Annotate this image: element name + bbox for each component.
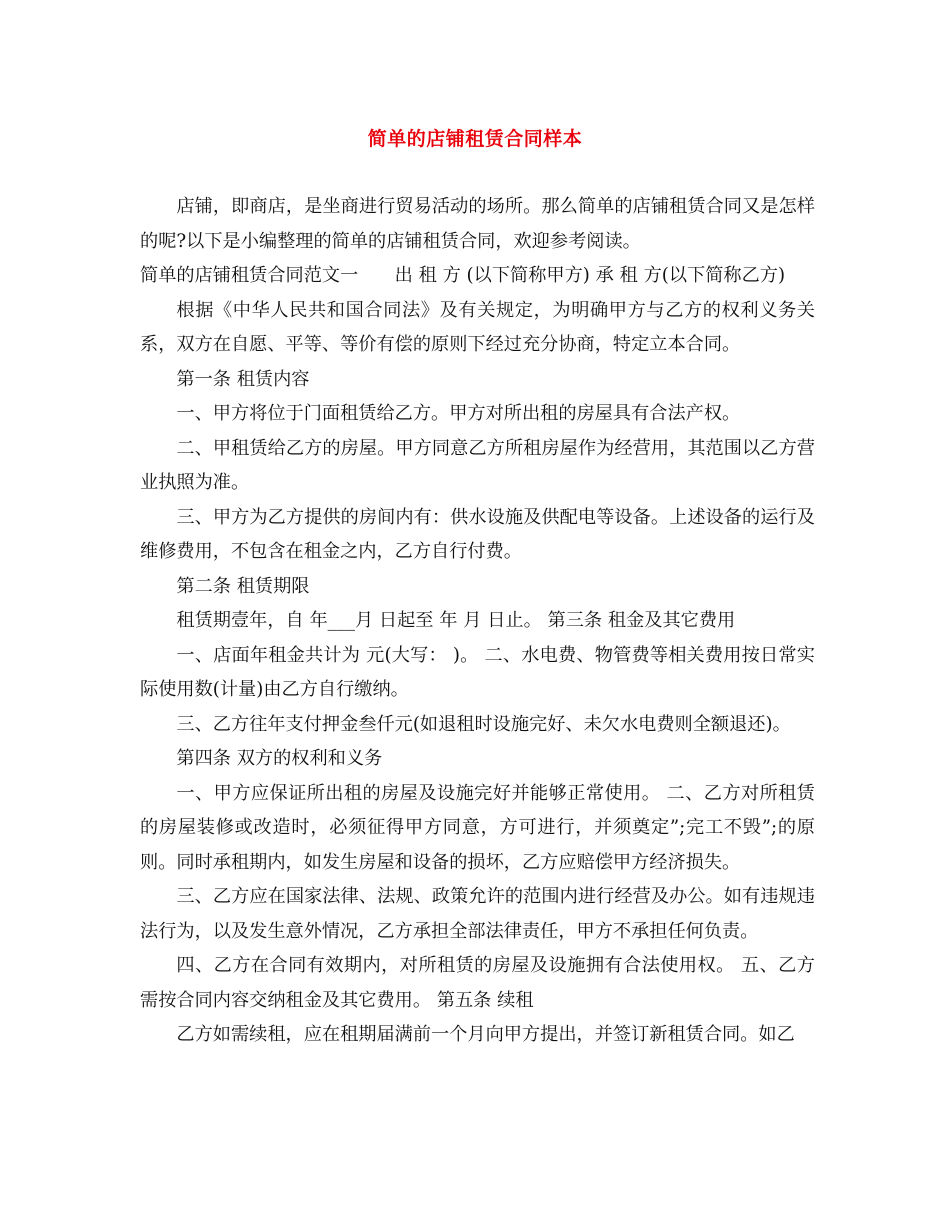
clause-paragraph: 一、甲方将位于门面租赁给乙方。甲方对所出租的房屋具有合法产权。 [176,403,741,424]
clause-paragraph: 二、甲租赁给乙方的房屋。甲方同意乙方所租房屋作为经营用，其范围以乙方营业执照为准。 [140,437,815,493]
document-body [140,190,815,1053]
article-heading: 第一条 租赁内容 [176,368,310,390]
clause-paragraph: 租赁期壹年，自 年___月 日起至 年 月 日止。 第三条 租金及其它费用 [176,610,736,631]
intro-paragraph: 店铺，即商店，是坐商进行贸易活动的场所。那么简单的店铺租赁合同又是怎样的呢?以下是小编整理的简单的店铺租赁合同，欢迎参考阅读。 [140,196,815,252]
article-heading: 第二条 租赁期限 [176,575,310,597]
clause-paragraph: 乙方如需续租，应在租期届满前一个月向甲方提出，并签订新租赁合同。如乙 [176,1024,795,1045]
clause-paragraph: 三、乙方往年支付押金叁仟元(如退租时设施完好、未欠水电费则全额退还)。 [176,713,791,735]
clause-paragraph: 三、甲方为乙方提供的房间内有：供水设施及供配电等设备。上述设备的运行及维修费用，不包含在租金之内，乙方自行付费。 [140,506,815,562]
article-heading: 第四条 双方的权利和义务 [176,748,383,769]
preamble-paragraph: 根据《中华人民共和国合同法》及有关规定，为明确甲方与乙方的权利义务关系，双方在自愿、平等、等价有偿的原则下经过充分协商，特定立本合同。 [140,299,815,355]
document-title: 简单的店铺租赁合同样本 [367,128,583,150]
clause-paragraph: 三、乙方应在国家法律、法规、政策允许的范围内进行经营及办公。如有违规违法行为，以及发生意外情况，乙方承担全部法律责任，甲方不承担任何负责。 [140,886,815,942]
clause-paragraph: 一、店面年租金共计为 元(大写： )。 二、水电费、物管费等相关费用按日常实际使用数(计量)由乙方自行缴纳。 [140,644,815,700]
clause-paragraph: 四、乙方在合同有效期内，对所租赁的房屋及设施拥有合法使用权。 五、乙方需按合同内容交纳租金及其它费用。 第五条 续租 [140,955,815,1011]
clause-paragraph: 一、甲方应保证所出租的房屋及设施完好并能够正常使用。 二、乙方对所租赁的房屋装修或改造时，必须征得甲方同意，方可进行，并须奠定”;完工不毁”;的原则。同时承租期内，如发生房屋和设备的损坏，乙方应赔偿甲方经济损失。 [140,782,815,873]
sample-heading-paragraph: 简单的店铺租赁合同范文一 出 租 方 (以下简称甲方) 承 租 方(以下简称乙方) [140,265,786,286]
